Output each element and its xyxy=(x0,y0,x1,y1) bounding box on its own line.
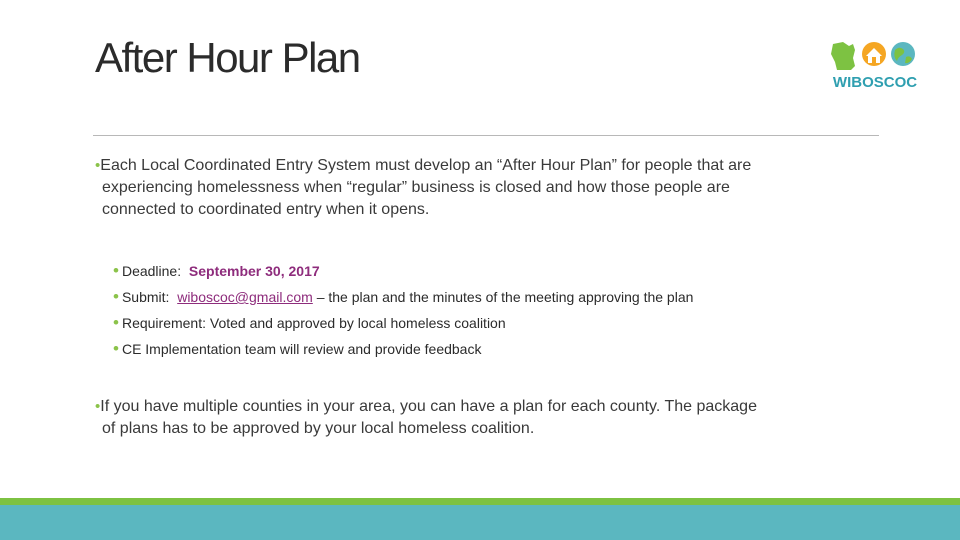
bullet-icon: • xyxy=(113,261,119,280)
paragraph2-line2: of plans has to be approved by your local homeless coalition. xyxy=(102,420,535,437)
slide-title: After Hour Plan xyxy=(95,34,360,81)
paragraph2-line1: If you have multiple counties in your area, you can have a plan for each county. The package xyxy=(100,398,757,415)
paragraph-multiple-counties xyxy=(95,396,875,440)
bullet-icon: • xyxy=(113,287,119,306)
list-item-submit xyxy=(113,284,873,310)
requirement-text: Requirement: Voted and approved by local homeless coalition xyxy=(121,315,506,331)
list-item-ce-review xyxy=(113,336,873,362)
ce-review-text: CE Implementation team will review and provide feedback xyxy=(121,341,482,357)
footer-green-bar xyxy=(0,498,960,505)
footer-teal-bar xyxy=(0,505,960,540)
logo-graphic-icon xyxy=(829,40,921,74)
submit-label: Submit: xyxy=(121,289,170,305)
paragraph1-line3: connected to coordinated entry when it opens. xyxy=(102,201,430,218)
deadline-label: Deadline: xyxy=(121,263,182,279)
list-item-deadline xyxy=(113,258,873,284)
requirements-list xyxy=(113,258,873,362)
paragraph1-line2: experiencing homelessness when “regular” business is closed and how those people are xyxy=(102,179,730,196)
bullet-icon: • xyxy=(113,313,119,332)
paragraph1-line1: Each Local Coordinated Entry System must develop an “After Hour Plan” for people that are xyxy=(100,157,752,174)
deadline-value: September 30, 2017 xyxy=(188,263,320,279)
list-item-requirement xyxy=(113,310,873,336)
title-divider xyxy=(93,135,879,136)
submit-rest: – the plan and the minutes of the meeting approving the plan xyxy=(316,289,694,305)
submit-email-link[interactable]: wiboscoc@gmail.com xyxy=(177,289,313,305)
bullet-icon: • xyxy=(95,157,101,174)
paragraph-after-hour-plan xyxy=(95,155,875,221)
bullet-icon: • xyxy=(95,398,101,415)
wiboscoc-logo xyxy=(829,40,921,92)
bullet-icon: • xyxy=(113,339,119,358)
logo-text: WIBOSCOC xyxy=(832,74,918,91)
